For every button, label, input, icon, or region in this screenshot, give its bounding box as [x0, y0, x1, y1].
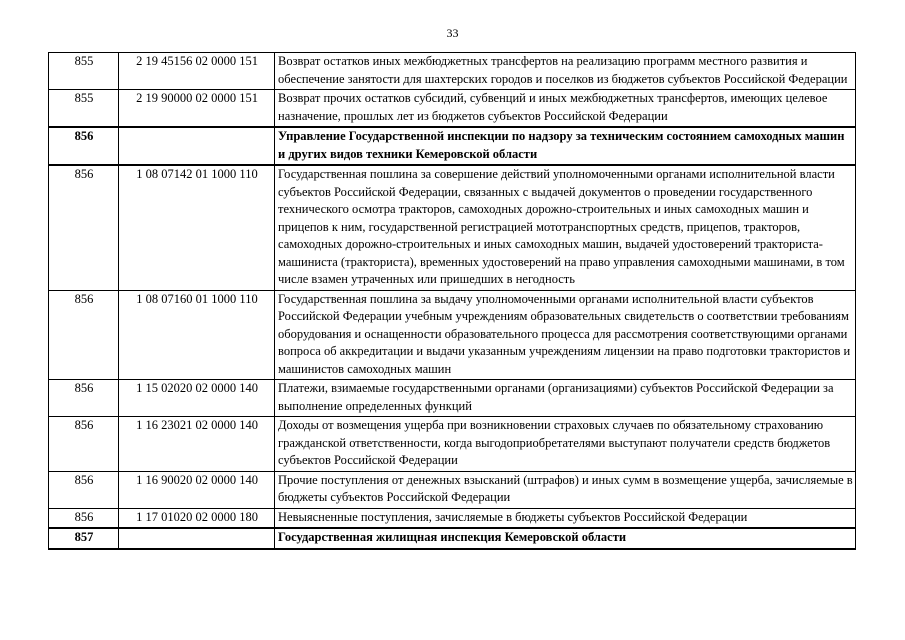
admin-code-cell: 856 — [49, 471, 119, 508]
page-number: 33 — [446, 26, 459, 40]
admin-code-cell: 855 — [49, 53, 119, 90]
table-row — [49, 380, 856, 417]
table-row — [49, 471, 856, 508]
admin-code-cell: 856 — [49, 290, 119, 380]
table-row — [49, 290, 856, 380]
admin-code-cell: 856 — [49, 165, 119, 290]
budget-code-cell: 1 17 01020 02 0000 180 — [119, 508, 275, 528]
budget-code-cell: 2 19 90000 02 0000 151 — [119, 90, 275, 128]
table-row — [49, 508, 856, 528]
administrator-heading-row — [49, 127, 856, 165]
admin-code-cell: 855 — [49, 90, 119, 128]
admin-code-cell: 856 — [49, 508, 119, 528]
budget-code-cell — [119, 127, 275, 165]
admin-code-cell: 856 — [49, 127, 119, 165]
table-row — [49, 165, 856, 290]
revenue-name-cell: Платежи, взимаемые государственными органами (организациями) субъектов Российской Федерации за выполнение определенных функций — [275, 380, 856, 417]
admin-code-cell: 856 — [49, 380, 119, 417]
revenue-name-cell: Государственная пошлина за совершение действий уполномоченными органами исполнительной власти субъектов Российской Федерации, связанных с выдачей документов о проведении государственного технического осмотра тракторов, самоходных дорожно-строительных и иных самоходных машин и прицепов к ним, государственной регистрацией мототранспортных средств, прицепов, тракторов, самоходных дорожно-строительных и иных самоходных машин, выдачей удостоверений тракториста-машиниста (тракториста), временных удостоверений на право управления самоходными машинами, в том числе взамен утраченных или пришедших в негодность — [275, 165, 856, 290]
revenue-name-cell: Прочие поступления от денежных взысканий (штрафов) и иных сумм в возмещение ущерба, зачисляемые в бюджеты субъектов Российской Федерации — [275, 471, 856, 508]
budget-code-cell: 1 08 07142 01 1000 110 — [119, 165, 275, 290]
budget-code-cell: 1 16 90020 02 0000 140 — [119, 471, 275, 508]
revenue-name-cell: Возврат прочих остатков субсидий, субвенций и иных межбюджетных трансфертов, имеющих целевое назначение, прошлых лет из бюджетов субъектов Российской Федерации — [275, 90, 856, 128]
budget-code-cell: 1 16 23021 02 0000 140 — [119, 417, 275, 472]
table-row — [49, 90, 856, 128]
revenue-name-cell: Возврат остатков иных межбюджетных трансфертов на реализацию программ местного развития и обеспечение занятости для шахтерских городов и поселков из бюджетов субъектов Российской Федерации — [275, 53, 856, 90]
budget-code-cell: 1 15 02020 02 0000 140 — [119, 380, 275, 417]
administrator-heading-row — [49, 528, 856, 549]
administrator-name-cell: Государственная жилищная инспекция Кемеровской области — [275, 528, 856, 549]
budget-classification-table — [48, 52, 856, 550]
table-row — [49, 53, 856, 90]
budget-code-cell — [119, 528, 275, 549]
revenue-name-cell: Государственная пошлина за выдачу уполномоченными органами исполнительной власти субъектов Российской Федерации учебным учреждениям образовательных свидетельств о соответствии требованиям оборудования и оснащенности образовательного процесса для рассмотрения соответствующими органами вопроса об аккредитации и выдачи указанным учреждениям лицензии на право подготовки трактористов и машинистов самоходных машин — [275, 290, 856, 380]
revenue-name-cell: Невыясненные поступления, зачисляемые в бюджеты субъектов Российской Федерации — [275, 508, 856, 528]
budget-code-cell: 1 08 07160 01 1000 110 — [119, 290, 275, 380]
table-body — [49, 53, 856, 549]
admin-code-cell: 856 — [49, 417, 119, 472]
table-row — [49, 417, 856, 472]
administrator-name-cell: Управление Государственной инспекции по надзору за техническим состоянием самоходных машин и других видов техники Кемеровской области — [275, 127, 856, 165]
budget-code-cell: 2 19 45156 02 0000 151 — [119, 53, 275, 90]
revenue-name-cell: Доходы от возмещения ущерба при возникновении страховых случаев по обязательному страхованию гражданской ответственности, когда выгодоприобретателями выступают получатели средств бюджетов субъектов Российской Федерации — [275, 417, 856, 472]
admin-code-cell: 857 — [49, 528, 119, 549]
